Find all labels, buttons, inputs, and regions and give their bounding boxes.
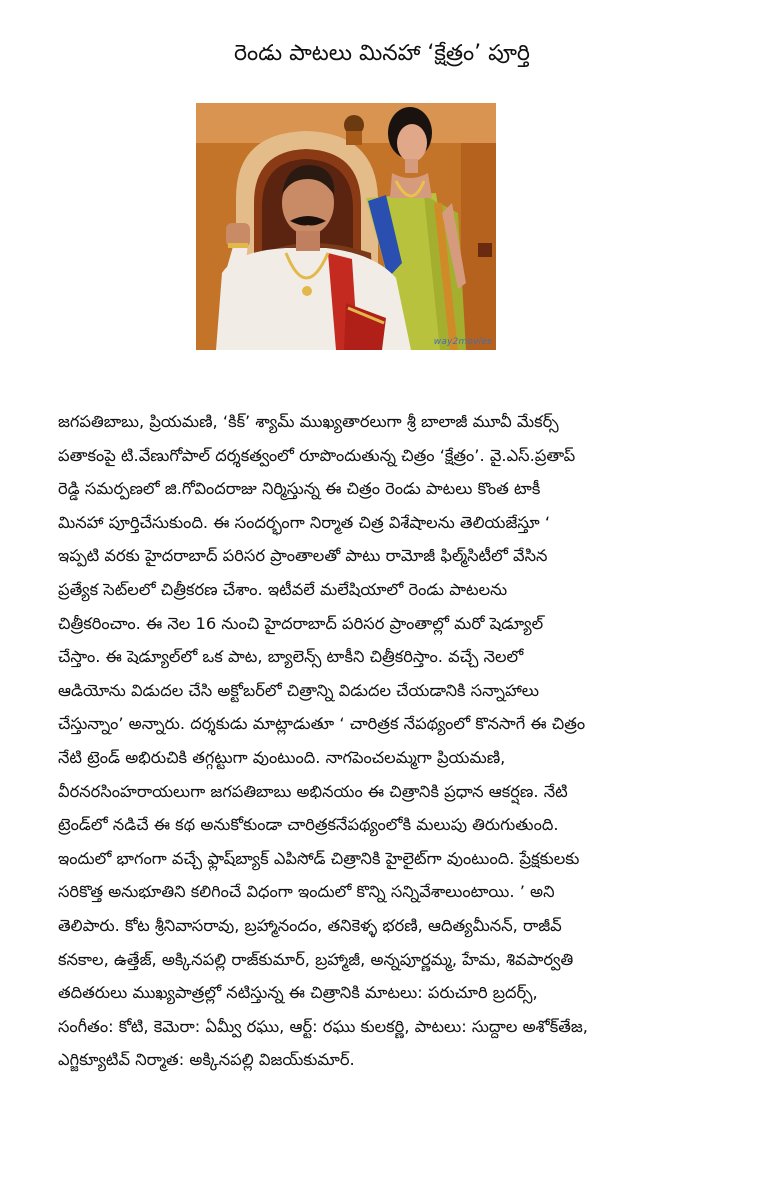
article-line: సరికొత్త అనుభూతిని కలిగించే విధంగా ఇందులో కొన్ని సన్నివేశాలుంటాయి. ’ అని xyxy=(58,882,555,902)
article-line: వీరనరసింహరాయలుగా జగపతిబాబు అభినయం ఈ చిత్రానికి ప్రధాన ఆకర్షణ. నేటి xyxy=(58,781,568,801)
article-line: ఆడియోను విడుదల చేసి అక్టోబర్‌లో చిత్రాన్ని విడుదల చేయడానికి సన్నాహాలు xyxy=(58,680,539,700)
article-line: మినహా పూర్తిచేసుకుంది. ఈ సందర్భంగా నిర్మాత చిత్ర విశేషాలను తెలియజేస్తూ ‘ xyxy=(58,512,551,532)
photo-illustration xyxy=(196,103,496,350)
article-line: తెలిపారు. కోట శ్రీనివాసరావు, బ్రహ్మానందం, తనికెళ్ళ భరణి, ఆదిత్యమీనన్‌, రాజీవ్‌ xyxy=(58,915,562,935)
article-line: కనకాల, ఉత్తేజ్‌, అక్కినపల్లి రాజ్‌కుమార్‌, బ్రహ్మాజీ, అన్నపూర్ణమ్మ, హేమ, శివపార్వతి xyxy=(58,949,574,969)
article-line: ట్రెండ్‌లో నడిచే ఈ కథ అనుకోకుండా చారిత్రకనేపథ్యంలోకి మలుపు తిరుగుతుంది. xyxy=(58,815,559,835)
article-line: నేటి ట్రెండ్‌ అభిరుచికి తగ్గట్టుగా వుంటుంది. నాగపెంచలమ్మగా ప్రియమణి, xyxy=(58,747,506,767)
article-line: చిత్రీకరించాం. ఈ నెల 16 నుంచి హైదరాబాద్‌ పరిసర ప్రాంతాల్లో మరో షెడ్యూల్‌ xyxy=(58,613,544,633)
article-line: సంగీతం: కోటి, కెమెరా: ఏమ్వీ రఘు, ఆర్ట్‌: రఘు కులకర్ణి, పాటలు: సుద్దాల అశోక్‌తేజ, xyxy=(58,1016,588,1036)
article-line: తదితరులు ముఖ్యపాత్రల్లో నటిస్తున్న ఈ చిత్రానికి మాటలు: పరుచూరి బ్రదర్స్‌, xyxy=(58,983,538,1003)
article-body xyxy=(58,405,718,1077)
article-photo xyxy=(196,103,496,350)
article-line: చేస్తాం. ఈ షెడ్యూల్‌లో ఒక పాట, బ్యాలెన్స్‌ టాకీని చిత్రీకరిస్తాం. వచ్చే నెలలో xyxy=(58,647,524,667)
article-line: ప్రత్యేక సెట్‌లలో చిత్రీకరణ చేశాం. ఇటీవలే మలేషియాలో రెండు పాటలను xyxy=(58,579,508,599)
article-line: చేస్తున్నాం’ అన్నారు. దర్శకుడు మాట్లాడుతూ ‘ చారిత్రక నేపథ్యంలో కొనసాగే ఈ చిత్రం xyxy=(58,714,586,734)
article-line: రెడ్డి సమర్పణలో జి.గోవిందరాజు నిర్మిస్తున్న ఈ చిత్రం రెండు పాటలు కొంత టాకీ xyxy=(58,479,541,499)
article-line: పతాకంపై టి.వేణుగోపాల్‌ దర్శకత్వంలో రూపొందుతున్న చిత్రం ‘క్షేత్రం’. వై.ఎస్‌.ప్రతాప్‌ xyxy=(58,445,576,465)
article-headline: రెండు పాటలు మినహా ‘క్షేత్రం’ పూర్తి xyxy=(234,41,530,66)
article-line: ఎగ్జిక్యూటివ్‌ నిర్మాత: అక్కినపల్లి విజయ్‌కుమార్‌. xyxy=(58,1050,355,1070)
article-line: ఇందులో భాగంగా వచ్చే ఫ్లాష్‌బ్యాక్‌ ఎపిసోడ్‌ చిత్రానికి హైలైట్‌గా వుంటుంది. ప్రేక్షకులకు xyxy=(58,848,580,868)
article-line: జగపతిబాబు, ప్రియమణి, ‘కిక్‌’ శ్యామ్‌ ముఖ్యతారలుగా శ్రీ బాలాజీ మూవీ మేకర్స్‌ xyxy=(58,412,559,431)
article-line: ఇప్పటి వరకు హైదరాబాద్‌ పరిసర ప్రాంతాలతో పాటు రామోజీ ఫిల్మ్‌సిటీలో వేసిన xyxy=(58,546,548,566)
photo-watermark: way2movies xyxy=(433,337,492,347)
